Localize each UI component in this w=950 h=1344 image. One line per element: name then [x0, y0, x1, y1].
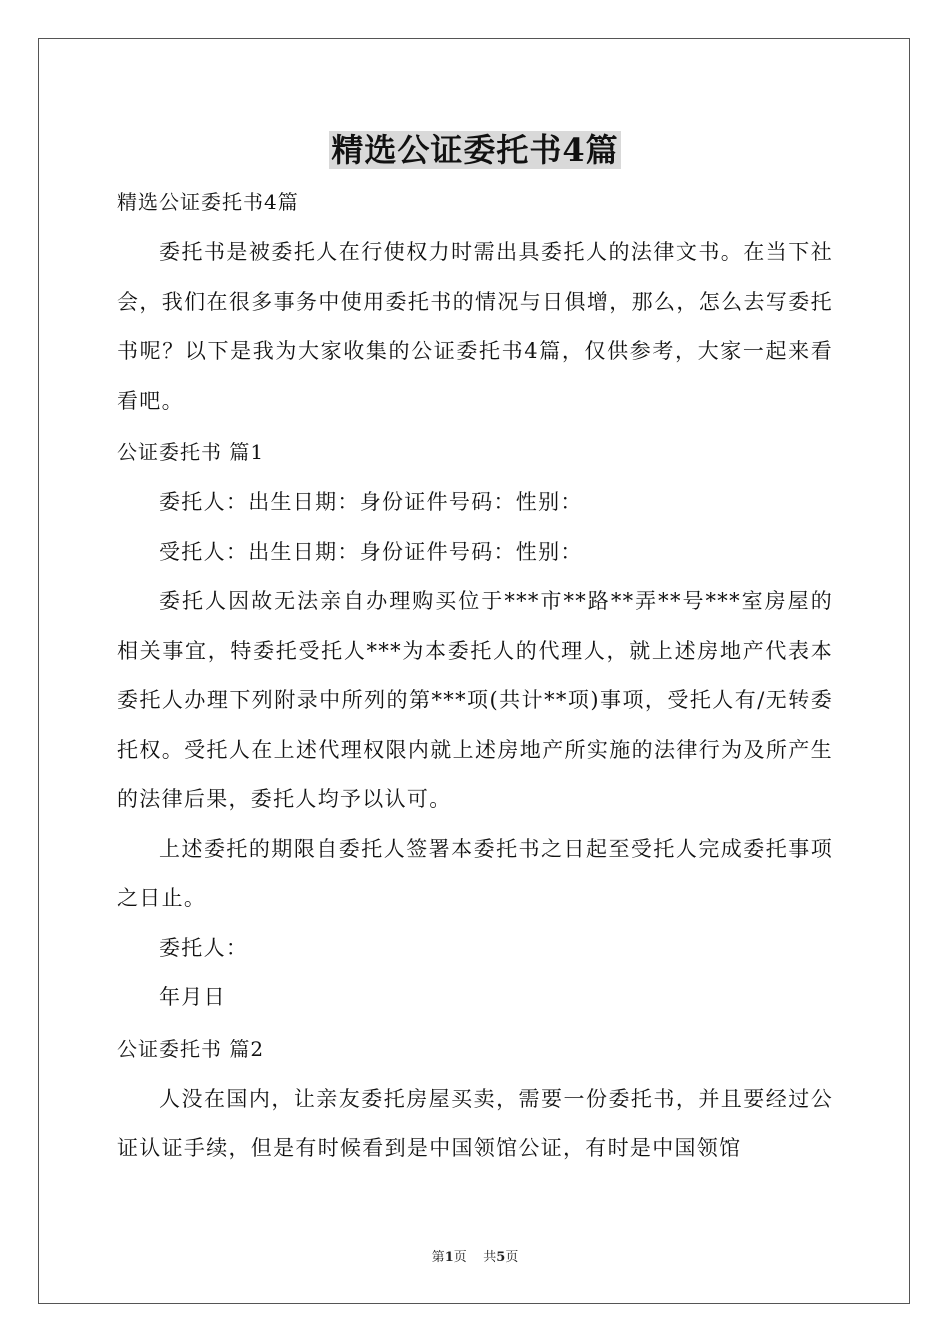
principal-line: 委托人：出生日期：身份证件号码：性别： — [159, 490, 583, 514]
document-title — [117, 124, 833, 176]
footer-suffix: 页 — [505, 1250, 519, 1265]
section-1-term: 上述委托的期限自委托人签署本委托书之日起至受托人完成委托事项之日止。 — [117, 836, 833, 910]
signature-line: 委托人： — [159, 935, 249, 960]
section-1-body: 委托人因故无法亲自办理购买位于***市**路**弄**号***室房屋的相关事宜，特委托受托人***为本委托人的代理人，就上述房地产代表本委托人办理下列附录中所列的第***项(共计**项)事项，受托人有/无转委托权。受托人在上述代理权限内就上述房地产所实施的法律行为及所产生的法律后果，委托人均予以认可。 — [117, 589, 833, 811]
page-footer — [0, 1246, 950, 1265]
intro-paragraph: 委托书是被委托人在行使权力时需出具委托人的法律文书。在当下社会，我们在很多事务中使用委托书的情况与日俱增，那么，怎么去写委托书呢？以下是我为大家收集的公证委托书4篇，仅供参考，大家一起来看看吧。 — [117, 240, 833, 413]
footer-total-pages: 5 — [496, 1250, 506, 1265]
document-subtitle: 精选公证委托书4篇 — [117, 190, 299, 214]
footer-middle: 页 共 — [453, 1250, 497, 1265]
section-2-heading: 公证委托书 篇2 — [117, 1036, 265, 1061]
footer-prefix: 第 — [431, 1250, 445, 1265]
section-2-body: 人没在国内，让亲友委托房屋买卖，需要一份委托书，并且要经过公证认证手续，但是有时候看到是中国领馆公证，有时是中国领馆 — [117, 1086, 833, 1160]
section-1-heading: 公证委托书 篇1 — [117, 440, 265, 464]
date-line: 年月日 — [159, 985, 226, 1009]
agent-line: 受托人：出生日期：身份证件号码：性别： — [159, 539, 583, 564]
document-title-text: 精选公证委托书4篇 — [331, 131, 619, 169]
footer-current-page: 1 — [444, 1250, 454, 1265]
document-body — [117, 124, 833, 1174]
